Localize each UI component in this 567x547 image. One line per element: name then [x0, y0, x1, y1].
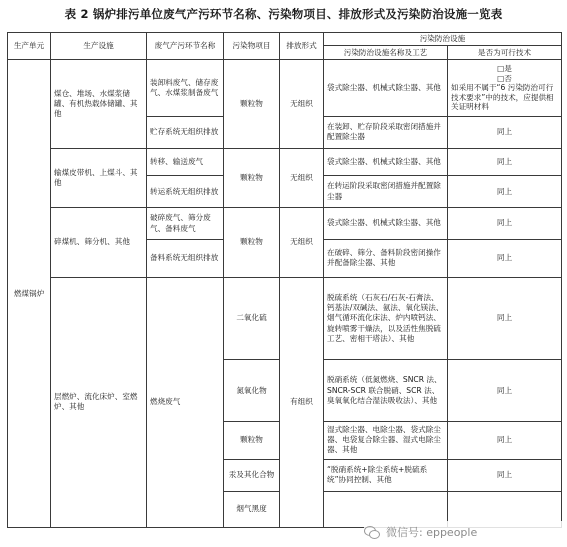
header-control-facility: 污染防治设施	[324, 33, 562, 46]
pollutant-cell: 二氧化硫	[224, 277, 280, 360]
source-cell: 贮存系统无组织排放	[147, 116, 224, 148]
pollutant-cell: 颗粒物	[224, 60, 280, 149]
table-row	[8, 208, 562, 239]
control-cell: 袋式除尘器、机械式除尘器、其他	[324, 60, 448, 116]
feasible-cell: 同上	[448, 360, 562, 422]
checkbox-yes[interactable]: □是	[497, 64, 512, 74]
pollutant-cell: 颗粒物	[224, 149, 280, 208]
header-control-name: 污染防治设施名称及工艺	[324, 46, 448, 60]
header-production-facility: 生产设施	[51, 33, 147, 60]
source-cell: 破碎废气、筛分废气、备料废气	[147, 208, 224, 239]
control-cell: “脱硝系统+除尘系统+脱硫系统”协同控制、其他	[324, 459, 448, 491]
source-cell: 装卸料废气、储存废气、水煤浆制备废气	[147, 60, 224, 116]
header-feasible-tech: 是否为可行技术	[448, 46, 562, 60]
source-cell: 转运系统无组织排放	[147, 175, 224, 207]
table-row	[8, 60, 562, 116]
emission-table	[7, 32, 562, 528]
feasible-cell: 同上	[448, 208, 562, 239]
pollutant-cell: 汞及其化合物	[224, 459, 280, 491]
feasible-cell: 同上	[448, 149, 562, 176]
feasible-cell: 同上	[448, 459, 562, 491]
feasible-cell: 同上	[448, 116, 562, 148]
unit-cell: 燃煤锅炉	[8, 60, 51, 528]
pollutant-cell: 颗粒物	[224, 208, 280, 277]
header-emission-source: 废气产污环节名称	[147, 33, 224, 60]
feasible-cell	[448, 60, 562, 116]
feasible-cell: 同上	[448, 277, 562, 360]
control-cell: 在破碎、筛分、备料阶段密闭操作并配备除尘器、其他	[324, 239, 448, 277]
control-cell: 脱硝系统（低氮燃烧、SNCR 法、SNCR-SCR 联合脱硝、SCR 法、臭氧氧化结合湿法吸收法）、其他	[324, 360, 448, 422]
table-row	[8, 277, 562, 360]
header-pollutant: 污染物项目	[224, 33, 280, 60]
checkbox-no[interactable]: □否	[497, 73, 512, 83]
wechat-watermark	[364, 521, 564, 543]
feasible-note: 如采用不属于“6 污染防治可行技术要求”中的技术，应提供相关证明材料	[451, 83, 554, 112]
emission-cell: 无组织	[280, 149, 324, 208]
feasible-cell: 同上	[448, 175, 562, 207]
wechat-icon	[364, 525, 380, 539]
control-cell: 在转运阶段采取密闭措施并配置除尘器	[324, 175, 448, 207]
control-cell: 脱硫系统（石灰石/石灰-石膏法、钙基法/双碱法、氨法、氧化镁法、烟气循环流化床法、炉内喷钙法、旋转喷雾干燥法，以及活性焦脱硫工艺、密相干塔法）、其他	[324, 277, 448, 360]
facility-cell: 层燃炉、流化床炉、室燃炉、其他	[51, 277, 147, 527]
header-emission-form: 排放形式	[280, 33, 324, 60]
pollutant-cell: 烟气黑度	[224, 492, 280, 528]
emission-cell: 有组织	[280, 277, 324, 527]
table-title: 表 2 锅炉排污单位废气产污环节名称、污染物项目、排放形式及污染防治设施一览表	[64, 7, 503, 21]
feasible-cell: 同上	[448, 421, 562, 459]
control-cell: 湿式除尘器、电除尘器、袋式除尘器、电袋复合除尘器、湿式电除尘器、其他	[324, 421, 448, 459]
header-production-unit: 生产单元	[8, 33, 51, 60]
table-row	[8, 149, 562, 176]
pollutant-cell: 氮氧化物	[224, 360, 280, 422]
facility-cell: 煤仓、堆场、水煤浆储罐、有机热载体储罐、其他	[51, 60, 147, 149]
pollutant-cell: 颗粒物	[224, 421, 280, 459]
feasible-cell: 同上	[448, 239, 562, 277]
source-cell: 备料系统无组织排放	[147, 239, 224, 277]
facility-cell: 输煤皮带机、上煤斗、其他	[51, 149, 147, 208]
source-cell: 转移、输送废气	[147, 149, 224, 176]
emission-cell: 无组织	[280, 60, 324, 149]
control-cell: 袋式除尘器、机械式除尘器、其他	[324, 149, 448, 176]
emission-cell: 无组织	[280, 208, 324, 277]
control-cell: 在装卸、贮存阶段采取密闭措施并配置除尘器	[324, 116, 448, 148]
watermark-text: 微信号: eppeople	[386, 526, 478, 539]
source-cell: 燃烧废气	[147, 277, 224, 527]
control-cell: 袋式除尘器、机械式除尘器、其他	[324, 208, 448, 239]
facility-cell: 碎煤机、筛分机、其他	[51, 208, 147, 277]
